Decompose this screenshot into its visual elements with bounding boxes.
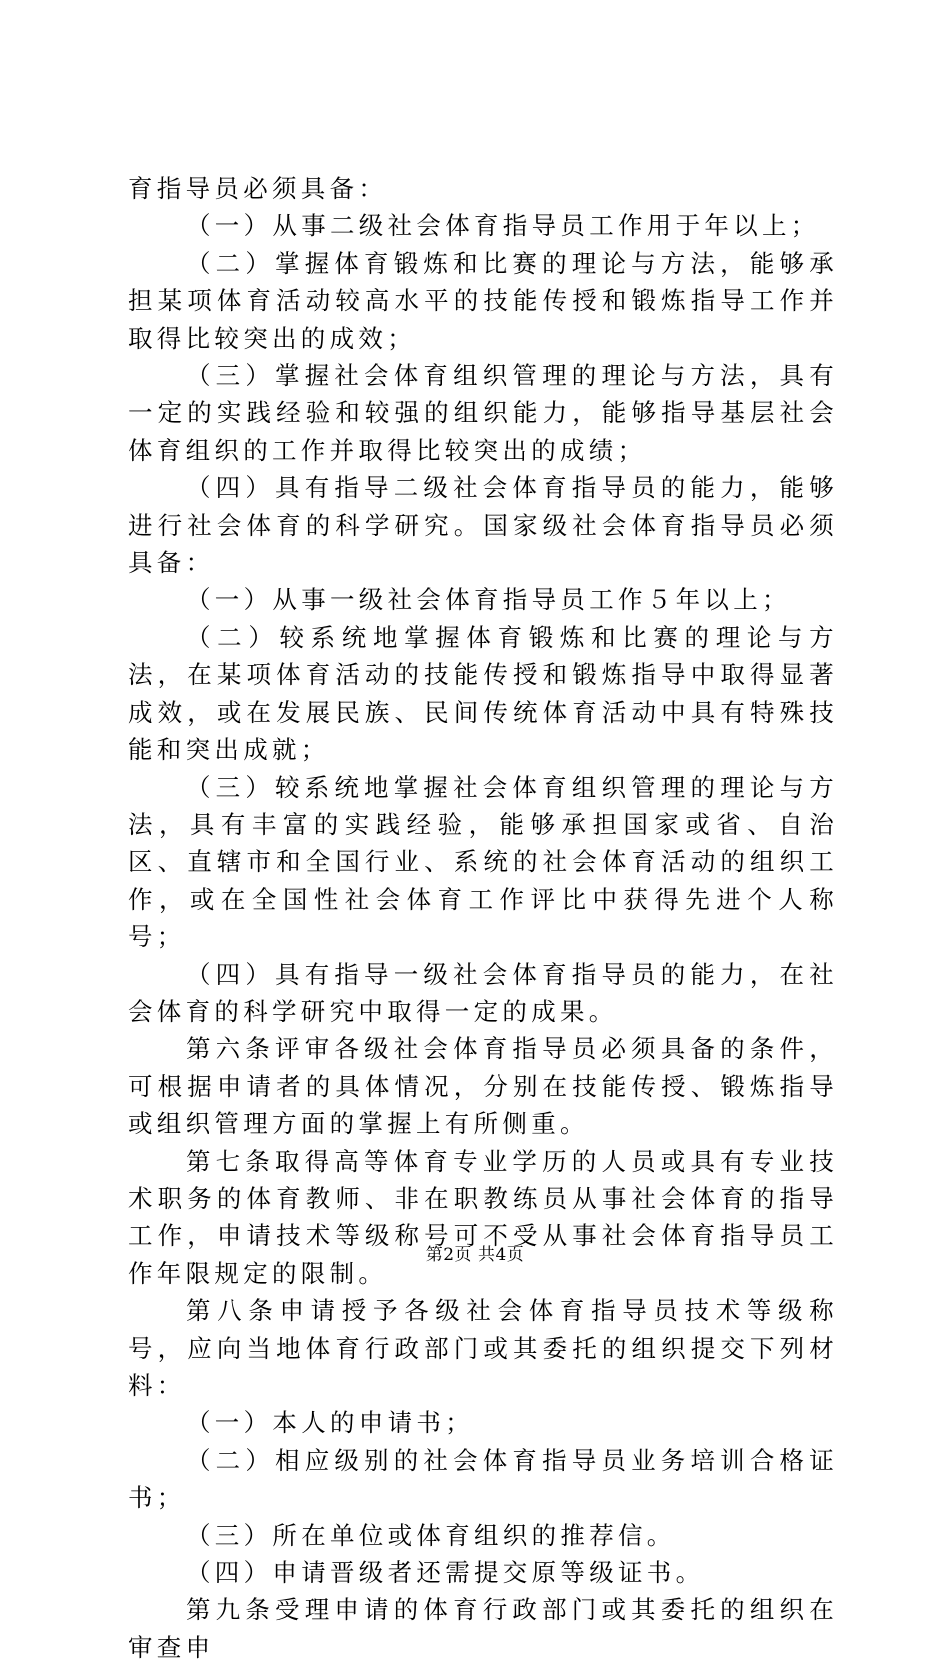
paragraph: （二）相应级别的社会体育指导员业务培训合格证书； [128, 1445, 838, 1513]
paragraph: （四）具有指导一级社会体育指导员的能力，在社会体育的科学研究中取得一定的成果。 [128, 959, 838, 1026]
paragraph: （一）从事一级社会体育指导员工作５年以上； [186, 585, 791, 615]
paragraph: 第八条申请授予各级社会体育指导员技术等级称号，应向当地体育行政部门或其委托的组织提交下列材料： [128, 1296, 838, 1400]
document-body [128, 170, 838, 1666]
paragraph: 育指导员必须具备： [128, 174, 388, 203]
paragraph: （四）申请晋级者还需提交原等级证书。 [186, 1558, 705, 1588]
page-footer: 第2页 共4页 [425, 1245, 525, 1265]
paragraph: （一）本人的申请书； [186, 1408, 474, 1438]
paragraph: （三）较系统地掌握社会体育组织管理的理论与方法，具有丰富的实践经验，能够承担国家或省、自治区、直辖市和全国行业、系统的社会体育活动的组织工作，或在全国性社会体育工作评比中获得先进个人称号； [128, 772, 838, 952]
paragraph: （四）具有指导二级社会体育指导员的能力，能够进行社会体育的科学研究。国家级社会体育指导员必须具备： [128, 473, 838, 578]
paragraph: 第六条评审各级社会体育指导员必须具备的条件，可根据申请者的具体情况，分别在技能传授、锻炼指导或组织管理方面的掌握上有所侧重。 [128, 1034, 838, 1139]
paragraph: 第九条受理申请的体育行政部门或其委托的组织在审查申 [128, 1595, 838, 1662]
paragraph: （二）较系统地掌握体育锻炼和比赛的理论与方法，在某项体育活动的技能传授和锻炼指导中取得显著成效，或在发展民族、民间传统体育活动中具有特殊技能和突出成就； [128, 622, 838, 765]
paragraph: （三）掌握社会体育组织管理的理论与方法，具有一定的实践经验和较强的组织能力，能够指导基层社会体育组织的工作并取得比较突出的成绩； [128, 361, 838, 465]
paragraph: （三）所在单位或体育组织的推荐信。 [186, 1520, 676, 1550]
paragraph: （一）从事二级社会体育指导员工作用于年以上； [186, 211, 820, 241]
paragraph: 第七条取得高等体育专业学历的人员或具有专业技术职务的体育教师、非在职教练员从事社会体育的指导工作，申请技术等级称号可不受从事社会体育指导员工作年限规定的限制。 [128, 1146, 838, 1288]
paragraph: （二）掌握体育锻炼和比赛的理论与方法，能够承担某项体育活动较高水平的技能传授和锻炼指导工作并取得比较突出的成效； [128, 248, 838, 353]
